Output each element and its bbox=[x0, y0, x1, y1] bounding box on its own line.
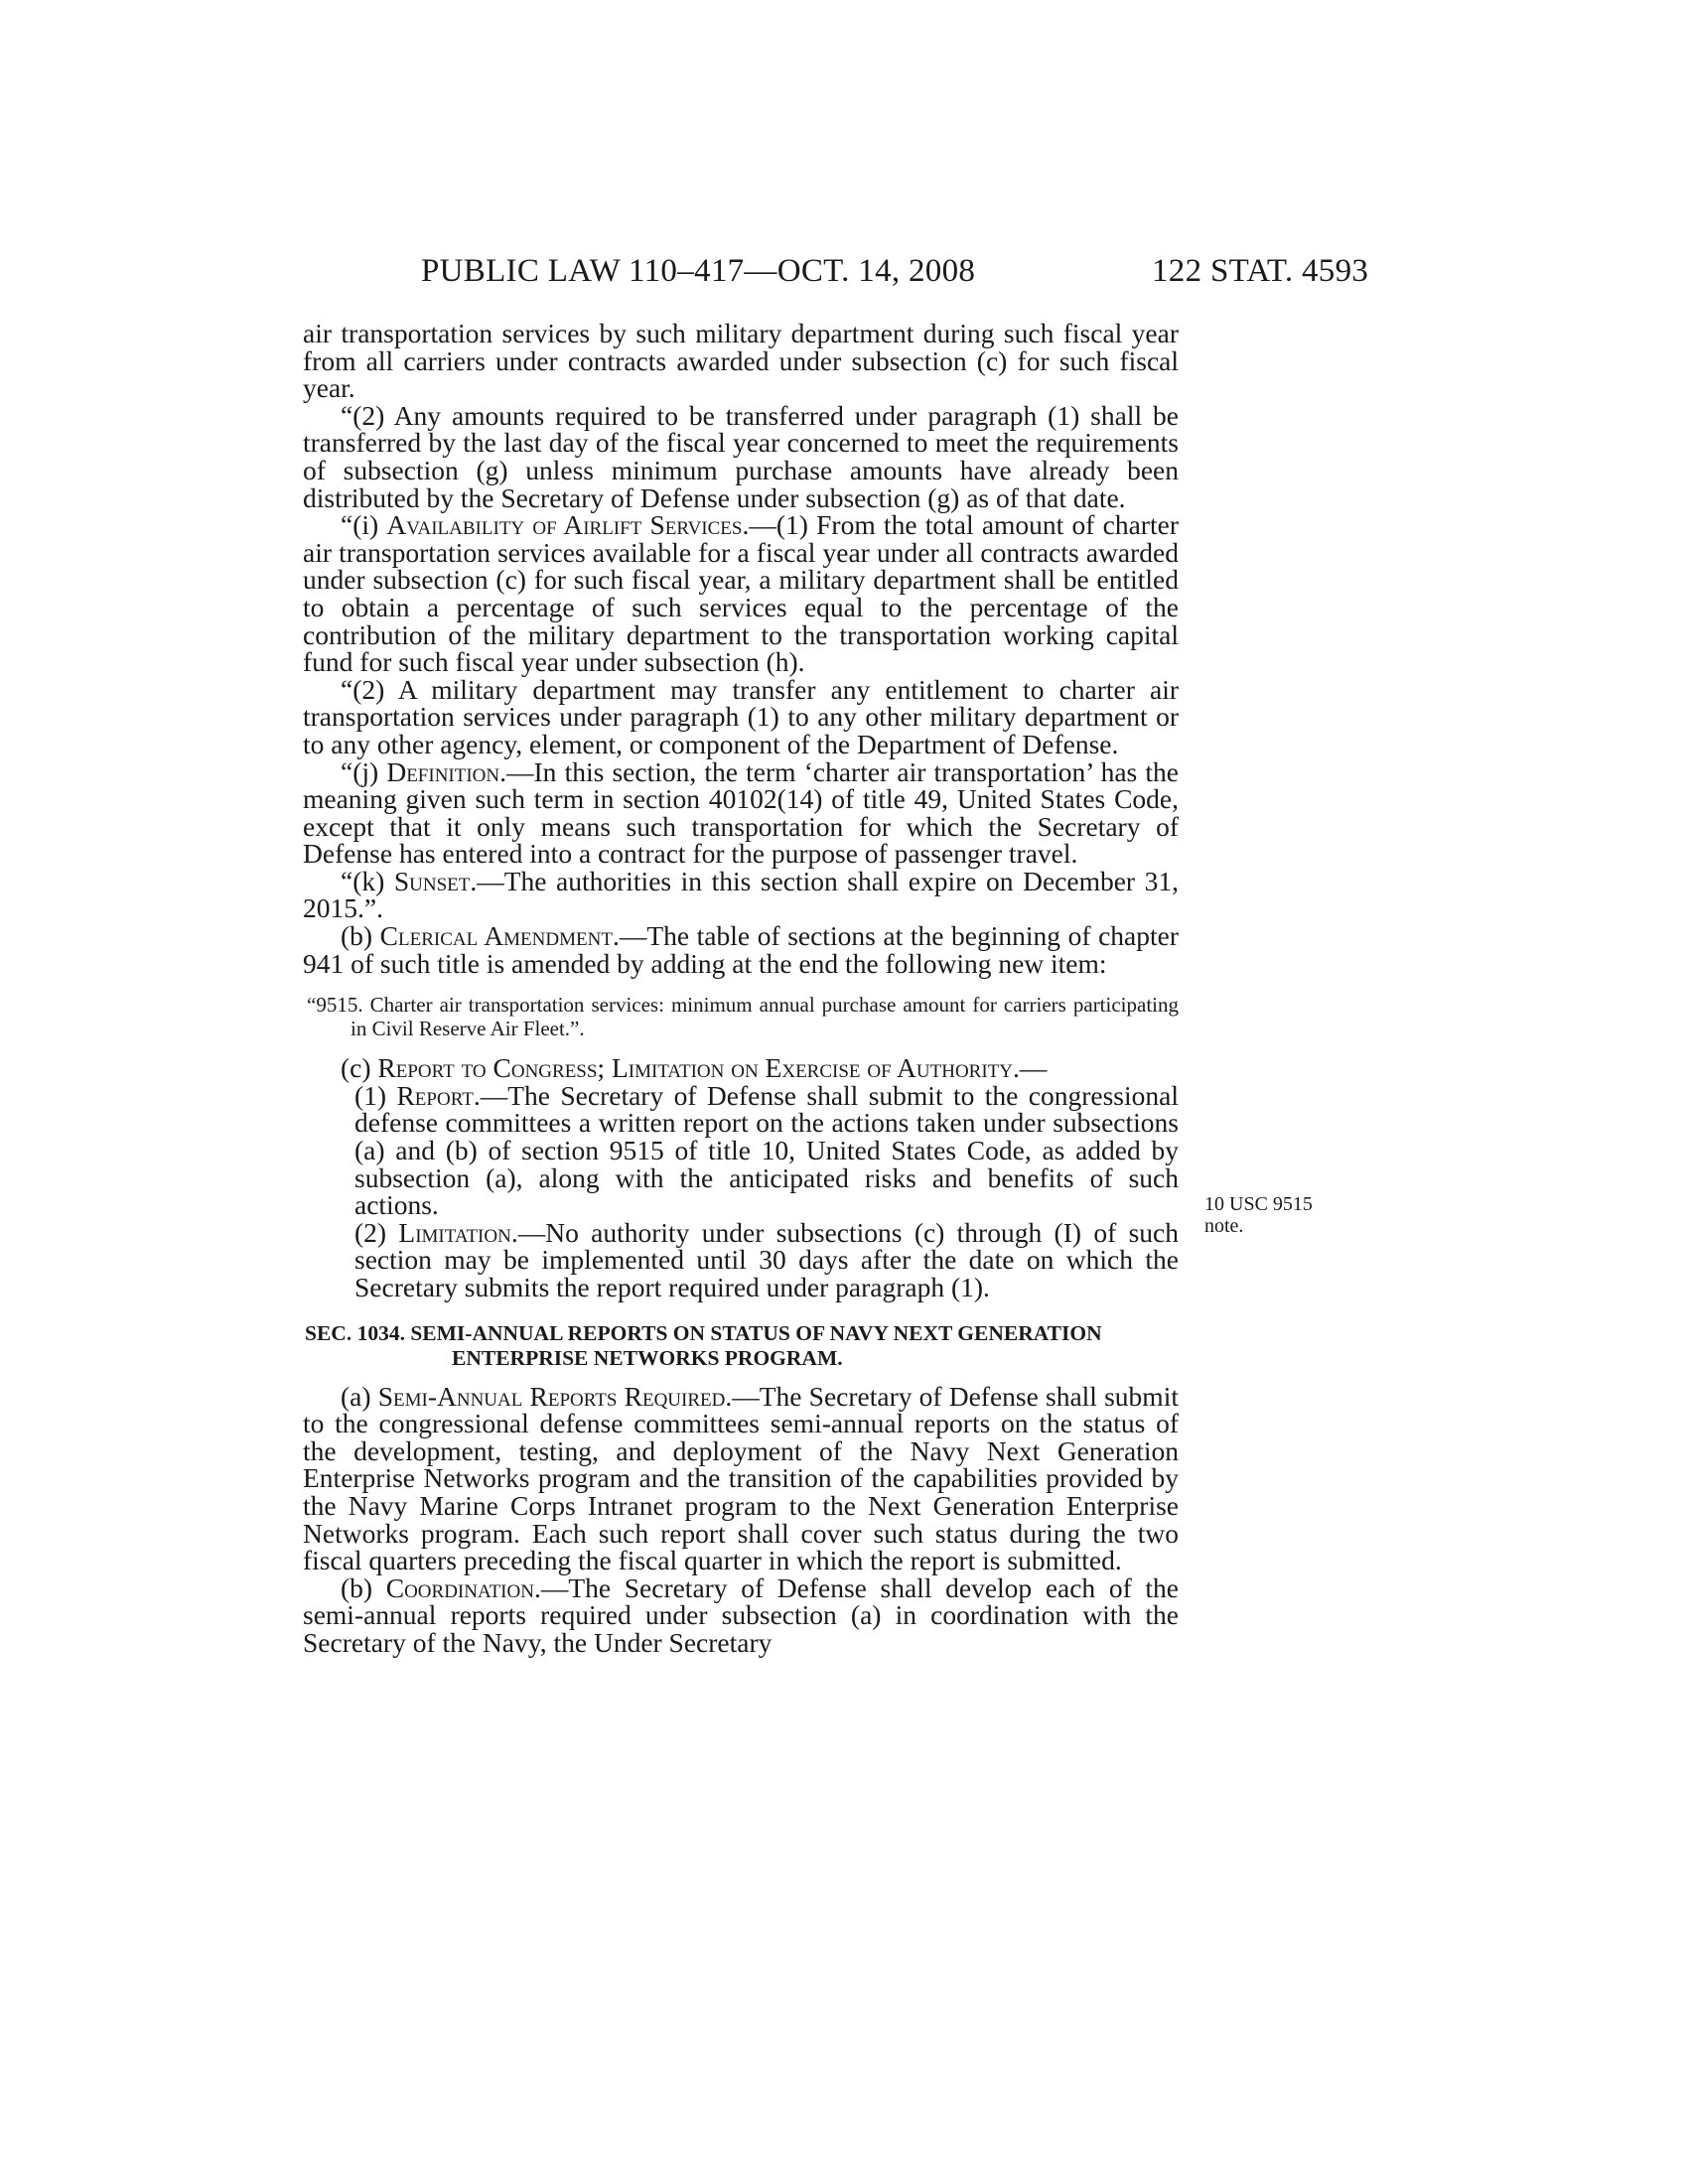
caption-definition: Definition bbox=[386, 755, 500, 787]
subparagraphs-c bbox=[303, 1079, 1179, 1302]
paragraph-c1: (1) Report.—The Secretary of Defense shall submit to the congressional defense committees a written report on the actions taken under subsections (a) and (b) of section 9515 of title 10, United States Code, as added by subsection (a), along with the anticipated risks and benefits of such actions. bbox=[354, 1079, 1179, 1221]
paragraph-j: “(j) Definition.—In this section, the term ‘charter air transportation’ has the meaning given such term in section 40102(14) of title 49, United States Code, except that it only means such transportation for which the Secretary of Defense has entered into a contract for the purpose of passenger travel. bbox=[303, 755, 1179, 870]
caption-report: Report bbox=[396, 1079, 474, 1111]
paragraph-continuation: air transportation services by such military department during such fiscal year from all carriers under contracts awarded under subsection (c) for such fiscal year. bbox=[303, 318, 1179, 404]
margin-citation-note bbox=[1204, 1193, 1313, 1237]
paragraph-b-clerical: (b) Clerical Amendment.—The table of sections at the beginning of chapter 941 of such title is amended by adding at the end the following new item: bbox=[303, 920, 1180, 979]
section-heading: SEC. 1034. SEMI-ANNUAL REPORTS ON STATUS OF NAVY NEXT GENERATION ENTERPRISE NETWORKS PROGRAM. bbox=[305, 1320, 1102, 1370]
caption-semi-annual: Semi-Annual Reports Required bbox=[377, 1380, 726, 1412]
caption-coordination: Coordination bbox=[385, 1571, 534, 1603]
caption-clerical: Clerical Amendment bbox=[379, 920, 613, 952]
caption-limitation: Limitation bbox=[398, 1216, 511, 1248]
paragraph-i2: “(2) A military department may transfer any entitlement to charter air transportation services under paragraph (1) to any other military department or to any other agency, element, or component of the Department of Defense. bbox=[303, 673, 1179, 759]
table-of-sections-item: “9515. Charter air transportation services: minimum annual purchase amount for carriers participating in Civil Reserve Air Fleet.”. bbox=[307, 993, 1179, 1041]
paragraph-i: “(i) Availability of Airlift Services.—(1) From the total amount of charter air transportation services available for a fiscal year under all contracts awarded under subsection (c) for such fiscal year, a military department shall be entitled to obtain a percentage of such services equal to the percentage of the contribution of the military department to the transportation working capital fund for such fiscal year under subsection (h). bbox=[303, 509, 1179, 678]
caption-sunset: Sunset bbox=[393, 865, 471, 896]
margin-note-line1: 10 USC 9515 bbox=[1204, 1193, 1313, 1215]
paragraph-k: “(k) Sunset.—The authorities in this section shall expire on December 31, 2015.”. bbox=[303, 865, 1179, 924]
running-header-title: PUBLIC LAW 110–417—OCT. 14, 2008 bbox=[421, 253, 976, 289]
paragraph-c: (c) Report to Congress; Limitation on Exercise of Authority.— bbox=[341, 1052, 1048, 1084]
margin-note-line2: note. bbox=[1204, 1215, 1244, 1237]
paragraph-b-coordination: (b) Coordination.—The Secretary of Defense shall develop each of the semi-annual reports required under subsection (a) in coordination with the Secretary of the Navy, the Under Secretary bbox=[303, 1571, 1179, 1658]
paragraph-h2: “(2) Any amounts required to be transferred under paragraph (1) shall be transferred by the last day of the fiscal year concerned to meet the requirements of subsection (g) unless minimum purchase amounts have already been distributed by the Secretary of Defense under subsection (g) as of that date. bbox=[303, 399, 1179, 513]
body-text bbox=[303, 320, 1179, 1657]
paragraph-c2: (2) Limitation.—No authority under subsections (c) through (I) of such section may be implemented until 30 days after the date on which the Secretary submits the report required under paragraph (1). bbox=[354, 1216, 1179, 1302]
page-stat-number: 122 STAT. 4593 bbox=[1152, 253, 1369, 289]
caption-availability: Availability of Airlift Services bbox=[386, 509, 743, 541]
paragraph-a-semiannual: (a) Semi-Annual Reports Required.—The Secretary of Defense shall submit to the congressional defense committees semi-annual reports on the status of the development, testing, and deployment of the Navy Next Generation Enterprise Networks program and the transition of the capabilities provided by the Navy Marine Corps Intranet program to the Next Generation Enterprise Networks program. Each such report shall cover such status during the two fiscal quarters preceding the fiscal quarter in which the report is submitted. bbox=[303, 1380, 1179, 1576]
caption-report-to-congress: Report to Congress; Limitation on Exercise of Authority bbox=[377, 1052, 1014, 1084]
